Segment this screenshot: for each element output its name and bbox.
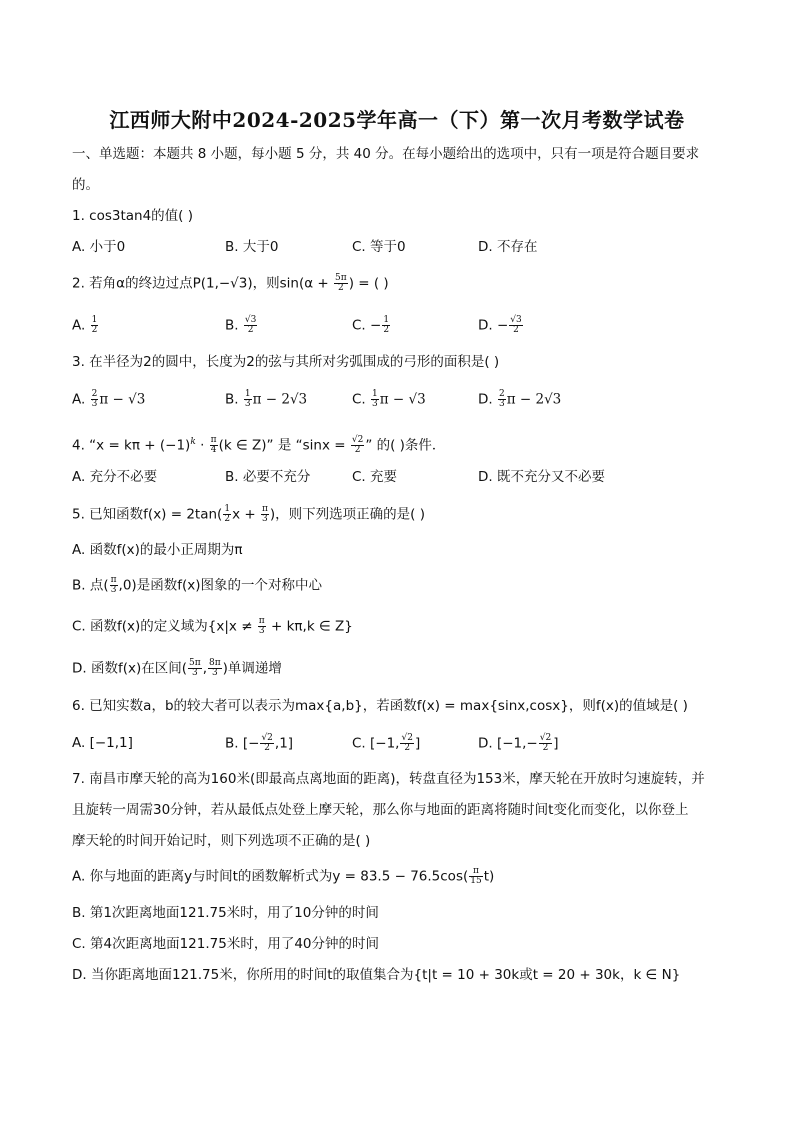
q2-option-b	[225, 316, 258, 335]
q3-c-frac	[371, 390, 379, 409]
q3-b-frac	[244, 390, 252, 409]
q5-d-frac-1	[188, 659, 202, 678]
q2-d-frac	[509, 316, 522, 335]
q5-frac2-den: 3	[262, 514, 268, 524]
q5-frac1-num: 1	[224, 504, 231, 514]
q4-exponent: k	[190, 437, 196, 447]
q3-c-den: 3	[372, 399, 378, 409]
q4-frac1-den: 4	[210, 445, 217, 455]
question-4-stem	[72, 433, 445, 455]
q6-option-a	[72, 734, 133, 752]
q7-a-frac	[469, 867, 482, 886]
q7-a-part-b: t)	[483, 868, 495, 885]
question-5-stem	[72, 505, 425, 524]
q5-d-comma: ,	[202, 660, 207, 677]
q5-part-b: x +	[232, 506, 260, 523]
q4-frac2-den: 2	[354, 445, 361, 455]
q4-option-d: D. 既不充分又不必要	[478, 469, 605, 485]
q6-d-rest: ]	[553, 735, 559, 752]
q5-b-frac	[110, 576, 118, 595]
q6-option-b	[225, 734, 293, 753]
q2-d-num: √3	[510, 315, 522, 325]
q3-option-a	[72, 390, 145, 409]
q2-frac-num: 5π	[335, 273, 347, 283]
q3-option-d	[478, 390, 561, 409]
q5-b-den: 3	[110, 585, 117, 595]
q6-b-rest: ,1]	[274, 735, 294, 752]
question-7-line2: 且旋转一周需30分钟，若从最低点处登上摩天轮，那么你与地面的距离将随时间t变化而变化，以你登上	[72, 802, 689, 818]
q3-d-num: 2	[498, 389, 505, 399]
q4-option-a: A. 充分不必要	[72, 469, 158, 485]
q5-d-den1: 3	[191, 668, 198, 678]
q6-option-d	[478, 734, 559, 753]
q6-d-prefix: D. [−1,−	[478, 735, 538, 752]
q5-d-part-b: )单调递增	[222, 660, 282, 677]
q5-c-part-a: C. 函数f(x)的定义域为{x|x ≠	[72, 618, 257, 635]
q4-option-c: C. 充要	[352, 469, 398, 485]
q4-frac-2	[351, 436, 364, 455]
question-7-line3: 摩天轮的时间开始记时，则下列选项不正确的是( )	[72, 833, 371, 849]
q2-b-frac	[244, 316, 257, 335]
q3-option-c	[352, 390, 426, 409]
q3-c-rest: π − √3	[379, 391, 426, 408]
question-7-line1: 7. 南昌市摩天轮的高为160米(即最高点离地面的距离)，转盘直径为153米，摩天轮在开放时匀速旋转，并	[72, 771, 705, 787]
q3-a-rest: π − √3	[99, 391, 146, 408]
q5-frac-2	[261, 505, 269, 524]
q5-d-frac-2	[208, 659, 222, 678]
q5-option-c	[72, 617, 353, 636]
q3-b-num: 1	[244, 389, 251, 399]
q1-option-a: A. 小于0	[72, 239, 126, 255]
q7-option-c: C. 第4次距离地面121.75米时，用了40分钟的时间	[72, 936, 380, 952]
q6-option-c	[352, 734, 420, 753]
q4-frac2-num: √2	[351, 435, 364, 445]
q3-c-num: 1	[372, 389, 378, 399]
q3-b-rest: π − 2√3	[252, 391, 308, 408]
q6-c-frac	[400, 734, 413, 753]
q5-c-den: 3	[258, 626, 265, 636]
q5-option-b	[72, 576, 322, 595]
q5-d-den2: 3	[211, 668, 218, 678]
q2-stem-part-b: ) = ( )	[348, 275, 389, 292]
q3-d-prefix: D.	[478, 391, 497, 408]
q2-option-a	[72, 316, 99, 335]
q1-option-d: D. 不存在	[478, 239, 538, 255]
section-instructions-line1: 一、单选题：本题共 8 小题，每小题 5 分，共 40 分。在每小题给出的选项中，只有一项是符合题目要求	[72, 146, 700, 162]
q7-a-num: π	[469, 867, 482, 877]
q5-frac1-den: 2	[224, 514, 231, 524]
q7-option-a	[72, 867, 494, 886]
q5-option-d	[72, 659, 282, 678]
q6-b-num: √2	[261, 733, 273, 743]
q5-part-a: 5. 已知函数f(x) = 2tan(	[72, 506, 223, 523]
q2-b-prefix: B.	[225, 317, 243, 334]
q2-option-d	[478, 316, 524, 335]
q2-d-prefix: D. −	[478, 317, 509, 334]
q4-part-c: (k ∈ Z)” 是 “sinx =	[218, 437, 350, 454]
q3-b-prefix: B.	[225, 391, 243, 408]
q2-d-den: 2	[513, 325, 519, 335]
q4-frac1-num: π	[210, 435, 217, 445]
q6-a-text: A. [−1,1]	[72, 735, 133, 751]
q5-c-part-b: + kπ,k ∈ Z}	[266, 618, 353, 635]
q2-c-prefix: C. −	[352, 317, 382, 334]
q5-frac2-num: π	[261, 504, 268, 514]
q4-frac-1	[210, 436, 218, 455]
q6-b-prefix: B. [−	[225, 735, 260, 752]
q7-option-d: D. 当你距离地面121.75米，你所用的时间t的取值集合为{t|t = 10 + 30k或t = 20 + 30k，k ∈ N}	[72, 967, 681, 983]
q5-c-frac	[258, 617, 266, 636]
q2-fraction	[334, 274, 348, 293]
q5-frac-1	[223, 505, 231, 524]
q5-b-part-b: ,0)是函数f(x)图象的一个对称中心	[118, 577, 322, 594]
q3-d-rest: π − 2√3	[506, 391, 562, 408]
q3-b-den: 3	[244, 399, 251, 409]
question-2-stem	[72, 274, 389, 293]
q2-a-den: 2	[91, 325, 98, 335]
q2-stem-part-a: 2. 若角α的终边过点P(1,−√3)，则sin(α +	[72, 275, 334, 292]
q6-d-frac	[539, 734, 552, 753]
q3-option-b	[225, 390, 307, 409]
q4-part-a: 4. “x = kπ + (−1)	[72, 437, 191, 454]
q5-option-a: A. 函数f(x)的最小正周期为π	[72, 542, 243, 558]
q3-c-prefix: C.	[352, 391, 371, 408]
q2-frac-den: 2	[337, 283, 344, 293]
q3-a-num: 2	[91, 389, 98, 399]
q4-option-b: B. 必要不充分	[225, 469, 311, 485]
q2-a-frac	[91, 316, 99, 335]
q7-a-part-a: A. 你与地面的距离y与时间t的函数解析式为y = 83.5 − 76.5cos(	[72, 868, 469, 885]
question-6-stem: 6. 已知实数a，b的较大者可以表示为max{a,b}，若函数f(x) = max{sinx,cosx}，则f(x)的值域是( )	[72, 698, 688, 714]
question-1-stem: 1. cos3tan4的值( )	[72, 208, 194, 224]
q5-d-part-a: D. 函数f(x)在区间(	[72, 660, 188, 677]
q5-part-c: )，则下列选项正确的是( )	[269, 506, 425, 523]
q2-a-num: 1	[91, 315, 98, 325]
q6-c-num: √2	[401, 733, 413, 743]
q4-part-d: ” 的( )条件．	[365, 437, 446, 454]
q1-option-b: B. 大于0	[225, 239, 279, 255]
section-instructions-line2: 的。	[72, 177, 99, 193]
q7-a-den: 15	[470, 876, 482, 886]
q2-c-num: 1	[383, 315, 390, 325]
q3-a-frac	[91, 390, 99, 409]
q4-part-b: ·	[195, 437, 209, 454]
q6-d-num: √2	[539, 733, 552, 743]
q3-d-frac	[498, 390, 506, 409]
q5-b-num: π	[110, 575, 117, 585]
q5-d-num2: 8π	[208, 658, 221, 668]
q2-b-den: 2	[247, 325, 254, 335]
q3-d-den: 3	[498, 399, 505, 409]
q6-d-den: 2	[542, 743, 549, 753]
q2-c-frac	[382, 316, 390, 335]
q6-b-frac	[260, 734, 273, 753]
q6-c-rest: ]	[414, 735, 421, 752]
q3-a-den: 3	[91, 399, 98, 409]
q2-b-num: √3	[244, 315, 257, 325]
q5-b-part-a: B. 点(	[72, 577, 109, 594]
q6-c-den: 2	[404, 743, 411, 753]
q2-a-prefix: A.	[72, 317, 90, 334]
question-3-stem: 3. 在半径为2的圆中，长度为2的弦与其所对劣弧围成的弓形的面积是( )	[72, 354, 500, 370]
q5-d-num1: 5π	[189, 658, 201, 668]
q1-option-c: C. 等于0	[352, 239, 406, 255]
exam-title: 江西师大附中2024-2025学年高一（下）第一次月考数学试卷	[109, 108, 685, 132]
q6-c-prefix: C. [−1,	[352, 735, 400, 752]
q2-c-den: 2	[383, 325, 390, 335]
q7-option-b: B. 第1次距离地面121.75米时，用了10分钟的时间	[72, 905, 379, 921]
q6-b-den: 2	[264, 743, 271, 753]
q3-a-prefix: A.	[72, 391, 90, 408]
q2-option-c	[352, 316, 391, 335]
q5-c-num: π	[258, 616, 265, 626]
